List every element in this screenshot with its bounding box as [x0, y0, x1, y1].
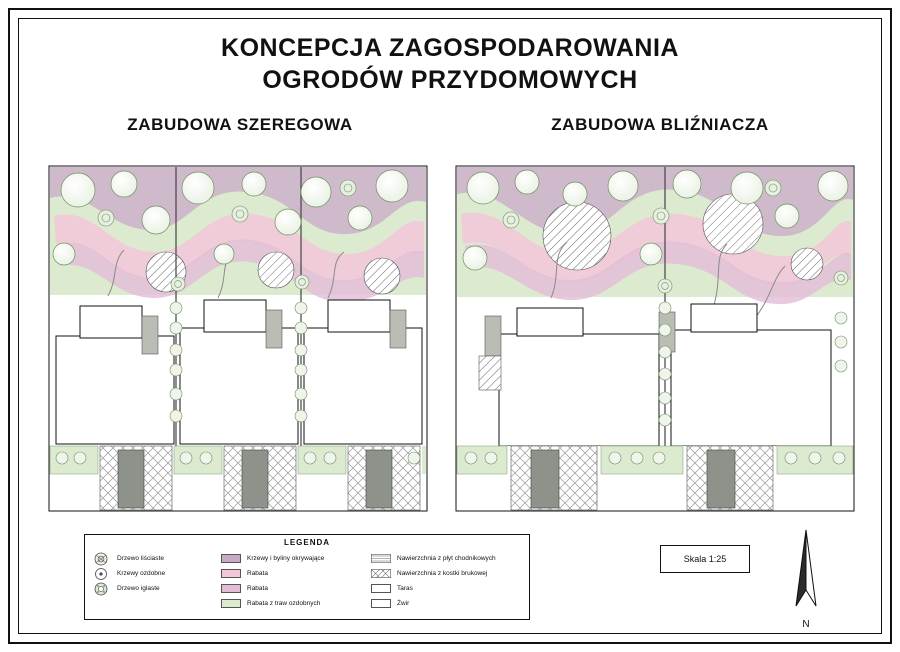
legend-title: LEGENDA	[283, 538, 331, 547]
gravel-swatch-icon	[371, 598, 391, 609]
legend-item	[91, 566, 221, 581]
legend-column-surfaces	[371, 551, 523, 611]
legend-item	[221, 566, 371, 581]
scale-label: Skala 1:25	[683, 554, 727, 564]
legend-item	[91, 551, 221, 566]
legend-label: Rabata z traw ozdobnych	[247, 600, 321, 607]
legend-column-plants	[91, 551, 221, 611]
flowerbed-mauve-swatch-icon	[221, 583, 241, 594]
legend	[84, 534, 530, 620]
legend-label: Drzewo liściaste	[117, 555, 164, 562]
ground-cover-swatch-icon	[221, 553, 241, 564]
page-title-line-1: KONCEPCJA ZAGOSPODAROWANIA	[221, 34, 679, 62]
north-arrow	[776, 528, 836, 628]
paving-slabs-hatch-icon	[371, 553, 391, 564]
flowerbed-pink-swatch-icon	[221, 568, 241, 579]
terrace-swatch-icon	[371, 583, 391, 594]
legend-columns	[85, 551, 529, 611]
conifer-tree-icon	[91, 583, 111, 594]
plan-drawing-left	[48, 158, 428, 513]
page-title-line-2: OGRODÓW PRZYDOMOWYCH	[262, 66, 638, 94]
brick-paving-hatch-icon	[371, 568, 391, 579]
legend-item	[371, 581, 523, 596]
ornamental-grass-bed-swatch-icon	[221, 598, 241, 609]
legend-label: Żwir	[397, 600, 410, 607]
subtitle-semidetached-housing: ZABUDOWA BLIŹNIACZA	[551, 115, 769, 134]
legend-label: Rabata	[247, 570, 268, 577]
legend-label: Rabata	[247, 585, 268, 592]
legend-column-beds	[221, 551, 371, 611]
deciduous-tree-icon	[91, 553, 111, 564]
legend-item	[371, 551, 523, 566]
legend-label: Nawierzchnia z kostki brukowej	[397, 570, 488, 577]
title-block	[0, 32, 900, 96]
legend-label: Krzewy ozdobne	[117, 570, 166, 577]
legend-label: Nawierzchnia z płyt chodnikowych	[397, 555, 496, 562]
legend-item	[371, 566, 523, 581]
legend-item	[221, 596, 371, 611]
north-arrow-label: N	[802, 619, 810, 630]
legend-item	[221, 581, 371, 596]
subtitle-terraced-housing: ZABUDOWA SZEREGOWA	[127, 115, 353, 134]
legend-label: Krzewy i byliny okrywające	[247, 555, 325, 562]
legend-item	[91, 581, 221, 596]
legend-label: Drzewo iglaste	[117, 585, 160, 592]
plan-drawing-right	[455, 158, 855, 513]
ornamental-shrub-icon	[91, 568, 111, 579]
plan-terraced-housing	[48, 158, 428, 513]
north-arrow-icon	[776, 528, 836, 614]
legend-item	[371, 596, 523, 611]
plan-semidetached-housing	[455, 158, 855, 513]
legend-label: Taras	[397, 585, 413, 592]
legend-item	[221, 551, 371, 566]
scale-box	[660, 545, 750, 573]
